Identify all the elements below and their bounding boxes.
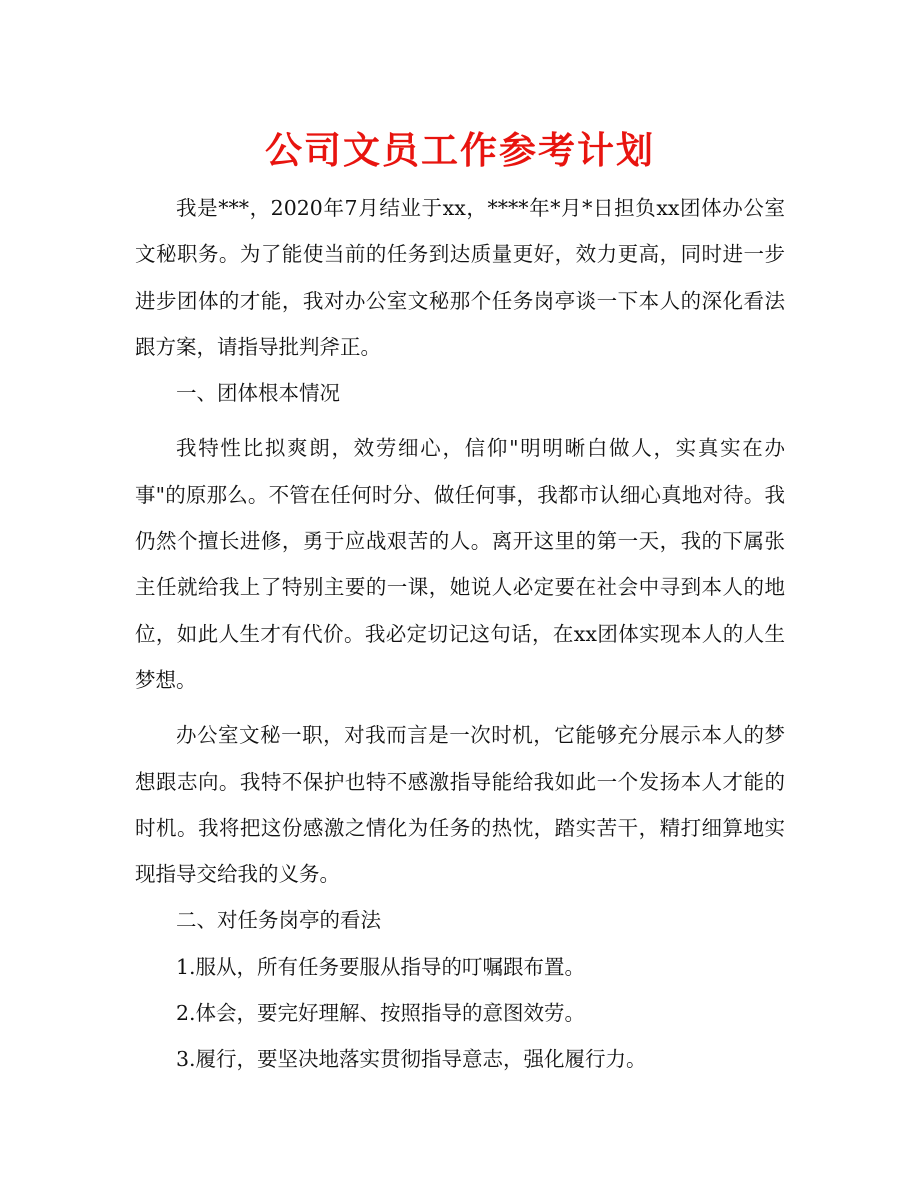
list-item-2: 2.体会，要完好理解、按照指导的意图效劳。 xyxy=(176,1001,586,1026)
list-item-1: 1.服从，所有任务要服从指导的叮嘱跟布置。 xyxy=(176,954,586,979)
intro-paragraph: 我是***，2020年7月结业于xx，****年*月*日担负xx团体办公室文秘职务。为了能使当前的任务到达质量更好，效力更高，同时进一步进步团体的才能，我对办公室文秘那个任务岗亭谈一下本人的深化看法跟方案，请指导批判斧正。 xyxy=(135,196,785,359)
section-heading-1: 一、团体根本情况 xyxy=(176,381,340,406)
document-body xyxy=(135,185,785,1083)
section-heading-2: 二、对任务岗亭的看法 xyxy=(176,908,381,933)
document-title: 公司文员工作参考计划 xyxy=(265,128,655,172)
role-paragraph: 办公室文秘一职，对我而言是一次时机，它能够充分展示本人的梦想跟志向。我特不保护也特不感激指导能给我如此一个发扬本人才能的时机。我将把这份感激之情化为任务的热忱，踏实苦干，精打细算地实现指导交给我的义务。 xyxy=(135,723,785,887)
personal-paragraph: 我特性比拟爽朗，效劳细心，信仰"明明晰白做人，实真实在办事"的原那么。不管在任何时分、做任何事，我都市认细心真地对待。我仍然个擅长进修，勇于应战艰苦的人。离开这里的第一天，我的下属张主任就给我上了特别主要的一课，她说人必定要在社会中寻到本人的地位，如此人生才有代价。我必定切记这句话，在xx团体实现本人的人生梦想。 xyxy=(135,436,785,692)
list-item-3: 3.履行，要坚决地落实贯彻指导意志，强化履行力。 xyxy=(176,1047,647,1072)
